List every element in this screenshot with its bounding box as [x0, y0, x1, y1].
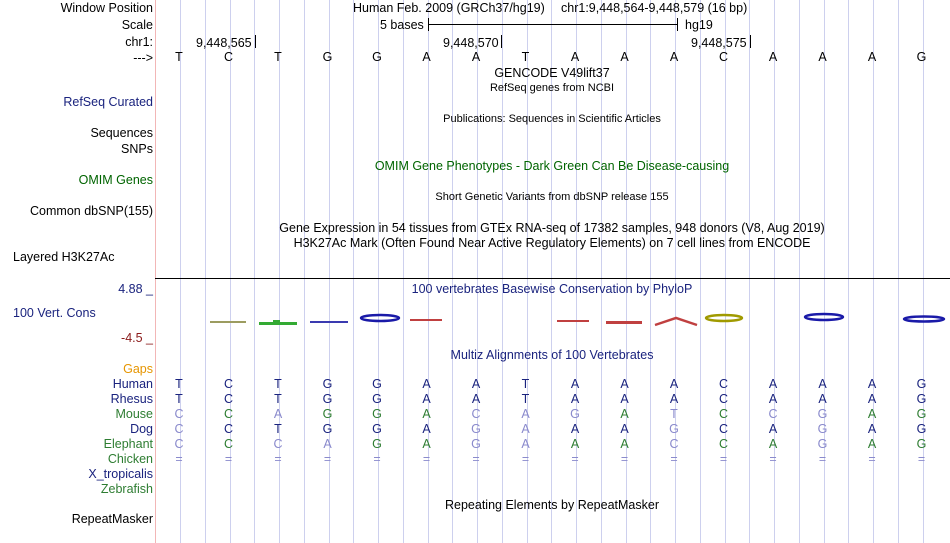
aligned-base: =	[769, 452, 777, 466]
aligned-base: G	[916, 407, 927, 421]
aligned-base: A	[669, 377, 679, 391]
aligned-base: T	[274, 377, 282, 391]
aligned-base: =	[719, 452, 728, 466]
snps-label[interactable]: SNPs	[121, 142, 153, 156]
phylop-mark	[210, 321, 246, 323]
aligned-base: G	[916, 392, 927, 406]
aligned-base: G	[471, 437, 481, 451]
aligned-base: G	[322, 407, 333, 421]
reference-base: A	[570, 50, 580, 64]
coord-1: 9,448,565	[196, 36, 252, 50]
species-label-elephant[interactable]: Elephant	[103, 437, 153, 451]
publications-title[interactable]: Publications: Sequences in Scientific Articles	[443, 113, 661, 125]
aligned-base: =	[818, 452, 827, 466]
reference-base: A	[867, 50, 877, 64]
aligned-base: G	[322, 377, 333, 391]
scale-text: 5 bases	[380, 18, 424, 32]
aligned-base: A	[818, 392, 827, 406]
reference-base: A	[422, 50, 431, 64]
aligned-base: =	[868, 452, 876, 466]
gaps-label[interactable]: Gaps	[123, 362, 153, 376]
species-label-mouse[interactable]: Mouse	[115, 407, 153, 421]
species-label-chicken[interactable]: Chicken	[107, 452, 153, 466]
aligned-base: =	[917, 452, 926, 466]
cons-min-label: -4.5 _	[121, 331, 153, 345]
aligned-base: C	[223, 377, 234, 391]
aligned-base: G	[817, 437, 828, 451]
aligned-base: A	[669, 392, 679, 406]
aligned-base: =	[670, 452, 678, 466]
aligned-base: A	[521, 422, 530, 436]
gencode-track-title[interactable]: GENCODE V49lift37	[494, 66, 610, 80]
aligned-base: =	[323, 452, 332, 466]
phylop-mark	[310, 321, 348, 323]
aligned-base: G	[570, 407, 580, 421]
aligned-base: =	[175, 452, 183, 466]
aligned-base: T	[521, 392, 530, 406]
omim-genes-label[interactable]: OMIM Genes	[78, 173, 153, 187]
reference-base: T	[521, 50, 530, 64]
reference-base: A	[620, 50, 629, 64]
aligned-base: =	[472, 452, 480, 466]
aligned-base: C	[718, 422, 729, 436]
strand-arrow: --->	[133, 51, 153, 65]
reference-base: C	[223, 50, 234, 64]
aligned-base: A	[422, 377, 431, 391]
aligned-base: A	[867, 437, 877, 451]
repeatmasker-title[interactable]: Repeating Elements by RepeatMasker	[444, 498, 660, 512]
aligned-base: C	[669, 437, 679, 451]
aligned-base: G	[372, 407, 382, 421]
coord-2: 9,448,570	[443, 36, 499, 50]
aligned-base: =	[521, 452, 530, 466]
dbsnp-label[interactable]: Common dbSNP(155)	[30, 204, 153, 218]
aligned-base: C	[718, 392, 729, 406]
aligned-base: =	[274, 452, 282, 466]
aligned-base: G	[372, 422, 382, 436]
aligned-base: G	[322, 392, 333, 406]
h3k27ac-title[interactable]: H3K27Ac Mark (Often Found Near Active Regulatory Elements) on 7 cell lines from ENCODE	[293, 236, 811, 250]
window-position-label: Window Position	[60, 1, 153, 15]
phylop-mark	[904, 317, 944, 322]
omim-pheno-title[interactable]: OMIM Gene Phenotypes - Dark Green Can Be Disease-causing	[374, 159, 730, 173]
aligned-base: =	[620, 452, 629, 466]
aligned-base: C	[718, 437, 729, 451]
layered-h3k27ac-label[interactable]: Layered H3K27Ac	[13, 250, 115, 264]
aligned-base: A	[620, 392, 629, 406]
reference-base: A	[669, 50, 679, 64]
phylop-mark	[805, 314, 843, 320]
aligned-base: A	[323, 437, 332, 451]
reference-base: T	[175, 50, 183, 64]
aligned-base: A	[273, 407, 283, 421]
reference-base: A	[818, 50, 827, 64]
scale-label: Scale	[121, 18, 153, 32]
aligned-base: T	[521, 377, 530, 391]
aligned-base: A	[422, 392, 431, 406]
aligned-base: =	[373, 452, 381, 466]
aligned-base: A	[570, 437, 580, 451]
reference-base: A	[768, 50, 778, 64]
refseq-ncbi-title[interactable]: RefSeq genes from NCBI	[489, 82, 615, 94]
aligned-base: G	[372, 437, 382, 451]
assembly-name: Human Feb. 2009 (GRCh37/hg19)	[353, 1, 545, 15]
aligned-base: A	[620, 377, 629, 391]
aligned-base: A	[768, 377, 778, 391]
aligned-base: G	[471, 422, 481, 436]
aligned-base: A	[768, 422, 778, 436]
coord-3: 9,448,575	[691, 36, 747, 50]
phylop-mark	[361, 315, 399, 321]
phylop-title[interactable]: 100 vertebrates Basewise Conservation by PhyloP	[411, 282, 693, 296]
species-label-rhesus[interactable]: Rhesus	[110, 392, 153, 406]
aligned-base: C	[174, 437, 184, 451]
species-label-zebrafish[interactable]: Zebrafish	[100, 482, 153, 496]
aligned-base: A	[570, 377, 580, 391]
aligned-base: G	[916, 377, 927, 391]
aligned-base: A	[570, 392, 580, 406]
aligned-base: A	[620, 437, 629, 451]
aligned-base: G	[372, 377, 382, 391]
aligned-base: G	[916, 437, 927, 451]
aligned-base: T	[670, 407, 678, 421]
aligned-base: C	[174, 407, 184, 421]
aligned-base: A	[768, 392, 778, 406]
aligned-base: C	[273, 437, 283, 451]
aligned-base: A	[768, 437, 778, 451]
aligned-base: C	[471, 407, 481, 421]
cons-max-label: 4.88 _	[118, 282, 153, 296]
reference-base: A	[471, 50, 481, 64]
phylop-mark	[606, 321, 642, 324]
aligned-base: G	[669, 422, 679, 436]
aligned-base: A	[471, 392, 481, 406]
position-readout: chr1:9,448,564-9,448,579 (16 bp)	[561, 1, 748, 15]
aligned-base: C	[768, 407, 778, 421]
sequences-label[interactable]: Sequences	[90, 126, 153, 140]
aligned-base: T	[274, 422, 282, 436]
short-variants-title[interactable]: Short Genetic Variants from dbSNP release 155	[435, 191, 669, 203]
aligned-base: A	[867, 377, 877, 391]
aligned-base: G	[372, 392, 382, 406]
aligned-base: C	[223, 437, 234, 451]
phylop-mark	[655, 318, 697, 325]
scale-db: hg19	[685, 18, 713, 32]
aligned-base: C	[223, 407, 234, 421]
aligned-base: A	[471, 377, 481, 391]
refseq-curated-label[interactable]: RefSeq Curated	[63, 95, 153, 109]
chrom-label: chr1:	[125, 35, 153, 49]
vert-cons-label[interactable]: 100 Vert. Cons	[13, 306, 96, 320]
aligned-base: A	[570, 422, 580, 436]
reference-base: G	[322, 50, 333, 64]
aligned-base: C	[718, 407, 729, 421]
aligned-base: A	[867, 407, 877, 421]
aligned-base: A	[422, 422, 431, 436]
aligned-base: C	[223, 392, 234, 406]
aligned-base: A	[818, 377, 827, 391]
phylop-mark	[273, 320, 280, 325]
aligned-base: =	[224, 452, 233, 466]
aligned-base: C	[223, 422, 234, 436]
aligned-base: G	[916, 422, 927, 436]
repeatmasker-label[interactable]: RepeatMasker	[71, 512, 153, 526]
aligned-base: T	[175, 392, 183, 406]
aligned-base: =	[571, 452, 579, 466]
multiz-title[interactable]: Multiz Alignments of 100 Vertebrates	[450, 348, 654, 362]
aligned-base: C	[174, 422, 184, 436]
aligned-base: A	[867, 422, 877, 436]
aligned-base: A	[521, 437, 530, 451]
aligned-base: A	[422, 437, 431, 451]
aligned-base: A	[521, 407, 530, 421]
aligned-base: A	[867, 392, 877, 406]
aligned-base: =	[422, 452, 431, 466]
aligned-base: G	[322, 422, 333, 436]
aligned-base: G	[817, 422, 828, 436]
aligned-base: T	[274, 392, 282, 406]
aligned-base: C	[718, 377, 729, 391]
reference-base: G	[372, 50, 382, 64]
species-label-human[interactable]: Human	[112, 377, 153, 391]
phylop-mark	[557, 320, 589, 322]
gtex-title[interactable]: Gene Expression in 54 tissues from GTEx RNA-seq of 17382 samples, 948 donors (V8, Aug 2019)	[279, 221, 825, 235]
aligned-base: T	[175, 377, 183, 391]
aligned-base: A	[620, 422, 629, 436]
aligned-base: A	[422, 407, 431, 421]
aligned-base: A	[620, 407, 629, 421]
reference-base: T	[274, 50, 282, 64]
reference-base: G	[916, 50, 927, 64]
species-label-dog[interactable]: Dog	[130, 422, 153, 436]
phylop-mark	[706, 315, 742, 321]
aligned-base: G	[817, 407, 828, 421]
species-label-x_tropicalis[interactable]: X_tropicalis	[88, 467, 153, 481]
reference-base: C	[718, 50, 729, 64]
phylop-mark	[410, 319, 442, 321]
